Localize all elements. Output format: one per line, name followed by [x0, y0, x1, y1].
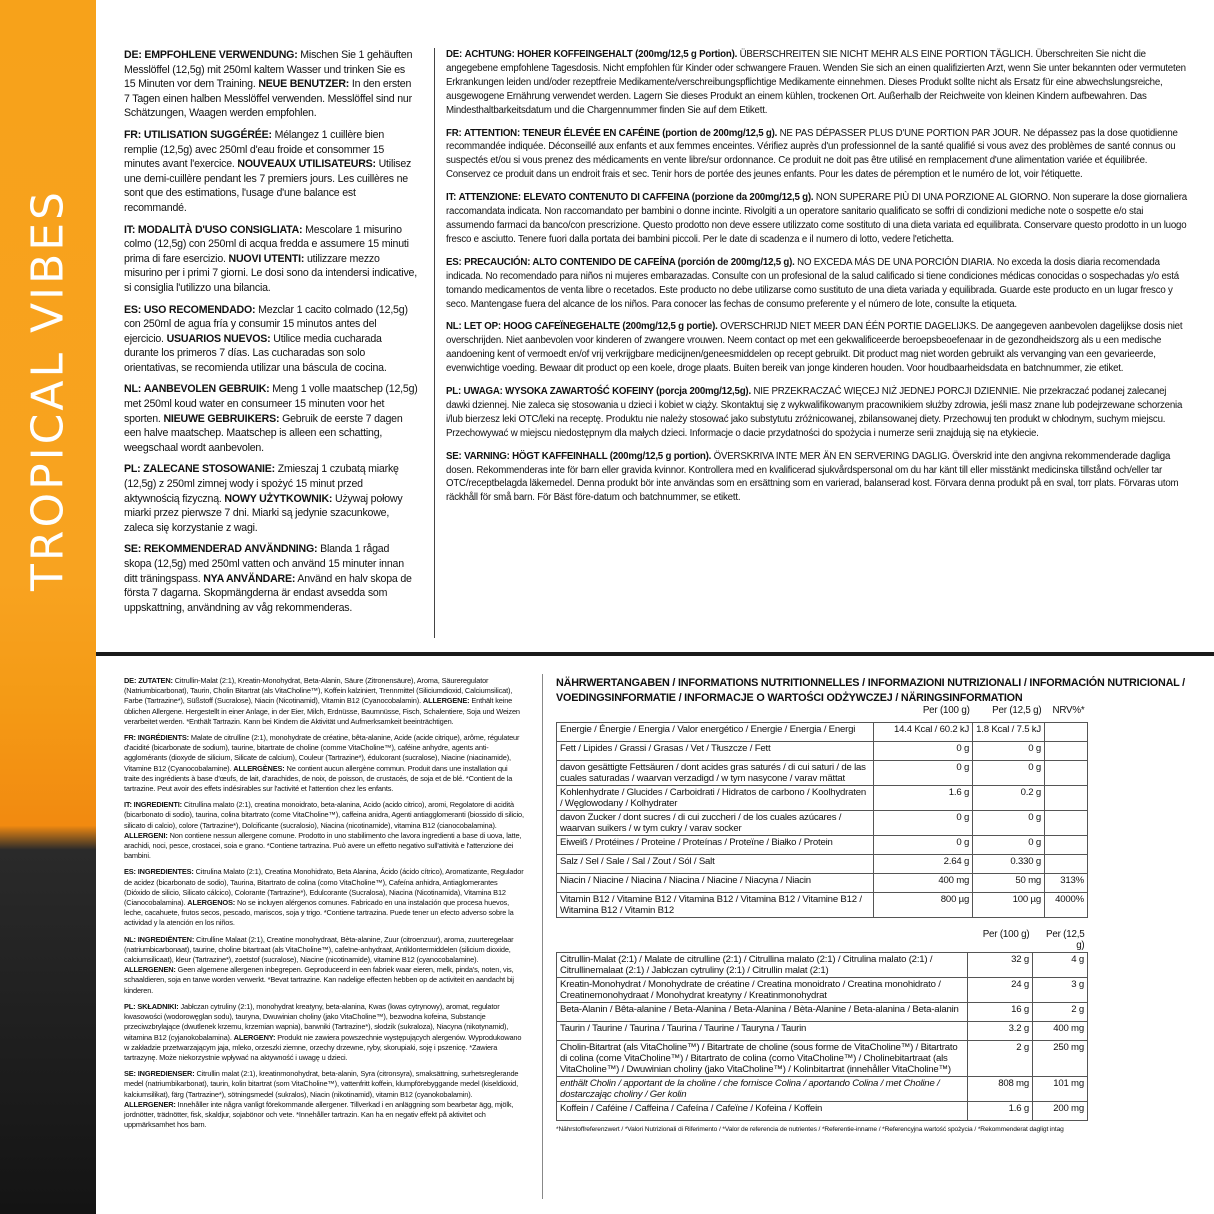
- value-per-100g: 14.4 Kcal / 60.2 kJ: [874, 723, 973, 742]
- nutrition-heading: NÄHRWERTANGABEN / INFORMATIONS NUTRITIONNELLES / INFORMAZIONI NUTRIZIONALI / INFORMACIÓN NUTRICIONAL /: [556, 677, 1185, 689]
- table-row: [557, 874, 1088, 893]
- value-nrv: [1045, 811, 1088, 836]
- value-per-serving: 50 mg: [973, 874, 1045, 893]
- table-row: [557, 836, 1088, 855]
- warnings-caps-notice: OVERSCHRIJD NIET MEER DAN ÉÉN PORTIE DAGELIJKS.: [720, 321, 979, 333]
- warnings-heading: ACHTUNG: HOHER KOFFEINGEHALT (200mg/12,5 g Portion).: [464, 49, 738, 60]
- warnings-heading: VARNING: HÖGT KAFFEINHALL (200mg/12,5 g portion).: [464, 450, 712, 462]
- usage-text: Mischen Sie 1 gehäuften Messlöffel (12,5g) mit 250ml kaltem Wasser und trinken Sie es 15 Minuten vor dem Training.: [124, 49, 413, 91]
- value-per-serving: 0 g: [973, 811, 1045, 836]
- ingredients-subheading: ALLERGENI:: [124, 830, 168, 840]
- warnings-caps-notice: NON SUPERARE PIÙ DI UNA PORZIONE AL GIORNO.: [815, 192, 1051, 204]
- value-per-100g: 2 g: [968, 1041, 1033, 1077]
- ingredients-subheading: ALLERGÈNES:: [233, 763, 285, 773]
- ingredients-subtext: Enthält keine üblichen Allergene. Hergestellt in einer Anlage, in der Eier, Milch, Erdnüsse, Baumnüsse, Fisch, Schalentiere, Soja und Weizen verarbeitet werden. *Enthält Tartrazin. Kann bei Kindern die Aktivität und Aufmerksamkeit beeinträchtigen.: [124, 696, 520, 726]
- table-row: [557, 723, 1088, 742]
- usage-subheading: NYA ANVÄNDARE:: [203, 572, 296, 585]
- nutrient-label: Vitamin B12 / Vitamine B12 / Vitamina B12 / Vitamina B12 / Vitamine B12 / Witamina B12 / Vitamin B12: [557, 893, 874, 918]
- ingredients-block: [124, 800, 524, 861]
- ingredients-block: [124, 1069, 524, 1130]
- ingredients-subtext: Ne contient aucun allergène commun. Produit dans une installation qui traite des ingrédients à base d'œufs, de lait, d'arachides, de noix, de poisson, de crustacés, de soja et de blé. *Contient de la tartrazine. Peut avoir des effets indésirables sur l'activité et l'attention chez les enfants.: [124, 763, 513, 794]
- value-per-serving: 400 mg: [1033, 1022, 1088, 1041]
- ingredients-nutrition-panel: [96, 656, 1214, 1214]
- usage-subheading: USUARIOS NUEVOS:: [166, 332, 271, 345]
- nrv-footnote: *Nährstoffreferenzwert / *Valori Nutrizionali di Riferimento / *Valor de referencia de nutrientes / *Referentie-inname / *Referencyjna wartość spożycia / *Rekommenderat dagligt intag: [556, 1126, 1064, 1133]
- usage-heading: MODALITÀ D'USO CONSIGLIATA:: [137, 223, 303, 236]
- usage-heading: EMPFOHLENE VERWENDUNG:: [144, 49, 298, 61]
- column-header-per-100g: Per (100 g): [922, 705, 970, 716]
- usage-subtext: utilizzare mezzo misurino per i primi 7 giorni. Le dosi sono da intendersi indicative, si consiglia l'utilizzo una bilancia.: [124, 252, 417, 294]
- value-per-100g: 0 g: [874, 811, 973, 836]
- nutrient-label: Eiweiß / Protéines / Proteine / Proteínas / Proteïne / Białko / Protein: [557, 836, 874, 855]
- usage-subtext: Utilice media cucharada durante los primeros 7 días. Las cucharadas son solo orientativas, se recomienda utilizar una báscula de cocina.: [124, 332, 387, 374]
- warnings-text: De aangegeven aanbevolen dagelijkse dosis niet overschrijden. Niet aanbevolen voor kinderen of zwangere vrouwen. Neem contact op met een gekwalificeerde beroepsbeoefenaar in de gezondheidszorg als u een medische aandoening kent of vermoedt en/of vrij verkrijgbare medicijnen/geneesmiddelen op recept gebruikt. Dit product mag niet worden gebruikt als vervanging van een gevarieerde, evenwichtige voeding. Bewaar dit product op een koele, droge plaats. Buiten bereik van jonge kinderen houden. Voor houdbaarheidsdata en batchnummer, zie etiket.: [446, 321, 1183, 375]
- warnings-block: [446, 256, 1188, 312]
- usage-text: Meng 1 volle maatschep (12,5g) met 250ml koud water en consumeer 15 minuten voor het sporten.: [124, 383, 418, 425]
- value-per-serving: 200 mg: [1033, 1102, 1088, 1121]
- language-code: PL:: [124, 1001, 136, 1011]
- ingredient-label: Cholin-Bitartrat (als VitaCholine™) / Bitartrate de choline (sous forme de VitaCholine™) / Bitartrato di colina (come VitaCholine™) / Bitartrato de colina (como VitaCholine™) / Cholinebitartraat (als VitaCholine™) / Dwuwinian choliny (jako VitaCholine™) / Kolinbitartrat (innehåller VitaCholine™): [557, 1041, 968, 1077]
- ingredients-heading: INGREDIENSER:: [137, 1069, 195, 1079]
- value-per-100g: 24 g: [968, 978, 1033, 1003]
- table-row: [557, 1022, 1088, 1041]
- ingredients-text: Citrullin-Malat (2:1), Kreatin-Monohydrat, Beta-Alanin, Säure (Zitronensäure), Aroma, Säureregulator (Natriumbicarbonat), Taurin, Cholin Bitartrat (als VitaCholine™), Koffein kalziniert, Trennmittel (Siliciumdioxid, Calciumsilicat), Farbe (Tartrazine*), Süßstoff (Sucralose), Niacin (Nicotinamid), Vitamin B12 (Cyanocobalamin).: [124, 676, 513, 706]
- table-row: [557, 811, 1088, 836]
- ingredients-heading: ZUTATEN:: [138, 676, 173, 685]
- value-per-serving: 100 µg: [973, 893, 1045, 918]
- usage-heading: UTILISATION SUGGÉRÉE:: [143, 128, 272, 141]
- warnings-heading: UWAGA: WYSOKA ZAWARTOŚĆ KOFEINY (porcja 200mg/12,5g).: [463, 386, 751, 398]
- warnings-text: Non superare la dose giornaliera raccomandata indicata. Non raccomandato per bambini o donne incinte. Rivolgiti a un operatore sanitario qualificato se soffri di condizioni mediche note o sospette e/o stai assumendo farmaci da banco/con prescrizione. Questo prodotto non deve essere utilizzato come sostituto di una dieta variata ed equilibrata. Conservare questo prodotto in un luogo fresco e asciutto. Tenere fuori dalla portata dei bambini piccoli. Per le date di scadenza e il numero di lotto, vedere l'etichetta.: [446, 192, 1187, 245]
- warnings-block: [446, 385, 1188, 441]
- usage-block: [124, 128, 418, 216]
- usage-heading: USO RECOMENDADO:: [143, 303, 256, 316]
- usage-block: [124, 462, 418, 535]
- table-row: [557, 855, 1088, 874]
- warnings-caps-notice: ÜBERSCHREITEN SIE NICHT MEHR ALS EINE PORTION TÄGLICH.: [739, 49, 1033, 60]
- language-code: IT:: [124, 800, 132, 810]
- ingredients-text: Jabłczan cytruliny (2:1), monohydrat kreatyny, beta-alanina, Kwas (kwas cytrynowy), aromat, regulator kwasowości (wodorowęglan sodu), tauryna, Dwuwinian choliny (jako VitaCholine™), bezwodna kofeina, Substancje przeciwzbrylające (dwutlenek krzemu, krzemian wapnia), barwniki (Tartrazine*), słodzik (sukraloza), Niacyna (nikotynamid), witamina B12 (cyjanokobalamina).: [124, 1001, 509, 1042]
- usage-text: Mezclar 1 cacito colmado (12,5g) con 250ml de agua fría y consumir 15 minutos antes del ejercicio.: [124, 303, 408, 345]
- recommended-usage-column: [124, 48, 418, 622]
- warnings-caps-notice: ÖVERSKRIVA INTE MER ÄN EN SERVERING DAGLIG.: [713, 450, 950, 462]
- usage-subtext: In den ersten 7 Tagen einen halben Messlöffel verwenden. Messlöffel sind nur Schätzungen, Waagen werden empfohlen.: [124, 78, 412, 120]
- table-row: [557, 953, 1088, 978]
- nutrient-label: Kohlenhydrate / Glucides / Carboidrati / Hidratos de carbono / Koolhydraten / Węglowodany / Kolhydrater: [557, 786, 874, 811]
- usage-subtext: Utilisez une demi-cuillère pendant les 7 premiers jours. Les cuillères ne sont que des estimations, l'usage d'une balance est recommandé.: [124, 158, 412, 214]
- language-code: FR:: [124, 733, 136, 743]
- table-row: [557, 786, 1088, 811]
- usage-heading: REKOMMENDERAD ANVÄNDNING:: [143, 543, 318, 556]
- value-per-100g: 400 mg: [874, 874, 973, 893]
- nutrition-header-blank: [557, 704, 874, 723]
- table-row: [557, 978, 1088, 1003]
- value-per-100g: 1.6 g: [874, 786, 973, 811]
- ingredients-subtext: Innehåller inte några vanligt förekommande allergener. Tillverkad i en anläggning som bearbetar ägg, mjölk, jordnötter, trädnötter, fisk, skaldjur, sojabönor och vete. *Innehåller tartrazin. Kan ha en negativ effekt på aktivitet och uppmärksamhet hos barn.: [124, 1099, 514, 1130]
- ingredient-label: Taurin / Taurine / Taurina / Taurina / Taurine / Tauryna / Taurin: [557, 1022, 968, 1041]
- value-per-100g: 0 g: [874, 761, 973, 786]
- active-header-blank: [557, 928, 968, 953]
- language-code: NL:: [446, 321, 462, 333]
- value-per-serving: 0 g: [973, 742, 1045, 761]
- ingredients-block: [124, 733, 524, 794]
- language-code: SE:: [124, 543, 142, 556]
- usage-text: Zmieszaj 1 czubatą miarkę (12,5g) z 250ml zimnej wody i spożyć 15 minut przed aktywnością fizyczną.: [124, 463, 399, 505]
- value-nrv: 4000%: [1045, 893, 1088, 918]
- language-code: SE:: [446, 450, 462, 462]
- active-ingredients-table: [556, 928, 1088, 1121]
- column-header-per-serving: Per (12,5 g): [1046, 929, 1085, 951]
- column-header-nrv: NRV%*: [1052, 705, 1085, 716]
- ingredients-subheading: ALERGENOS:: [187, 898, 236, 908]
- usage-subheading: NIEUWE GEBRUIKERS:: [163, 412, 280, 425]
- usage-subheading: NUOVI UTENTI:: [228, 252, 305, 265]
- value-per-serving: 0.2 g: [973, 786, 1045, 811]
- ingredients-block: [124, 1002, 524, 1063]
- nutrient-label: davon gesättigte Fettsäuren / dont acides gras saturés / di cui saturi / de las cuales saturadas / waarvan verzadigd / w tym nasycone / varav mättat: [557, 761, 874, 786]
- nutrient-label: Fett / Lipides / Grassi / Grasas / Vet / Tłuszcze / Fett: [557, 742, 874, 761]
- value-per-serving: 0 g: [973, 761, 1045, 786]
- value-nrv: [1045, 723, 1088, 742]
- language-code: DE:: [124, 49, 142, 61]
- warnings-text: Ne dépassez pas la dose quotidienne recommandée indiquée. Déconseillé aux enfants et aux femmes enceintes. Vérifiez auprès d'un professionnel de la santé qualifié si vous avez des problèmes de santé connus ou suspectés et/ou si vous prenez des médicaments en vente libre/sur ordonnance. Ce produit ne doit pas être utilisé en remplacement d'une alimentation variée et équilibrée. Conservez ce produit dans un endroit frais et sec. Tenir hors de portée des jeunes enfants. Pour les dates de péremption et le numéro de lot, voir l'étiquette.: [446, 127, 1178, 181]
- ingredients-subheading: ALLERGENER:: [124, 1099, 176, 1109]
- value-per-serving: 1.8 Kcal / 7.5 kJ: [973, 723, 1045, 742]
- usage-heading: ZALECANE STOSOWANIE:: [143, 463, 275, 476]
- warnings-block: [446, 48, 1188, 118]
- table-row: [557, 1077, 1088, 1102]
- ingredient-label: Koffein / Caféine / Caffeina / Cafeína / Cafeïne / Kofeina / Koffein: [557, 1102, 968, 1121]
- nutrition-table: [556, 704, 1088, 918]
- warnings-block: [446, 320, 1188, 376]
- warnings-caps-notice: NIE PRZEKRACZAĆ WIĘCEJ NIŻ JEDNEJ PORCJI DZIENNIE.: [753, 386, 1021, 398]
- value-nrv: [1045, 786, 1088, 811]
- value-per-serving: 101 mg: [1033, 1077, 1088, 1102]
- ingredient-label: Kreatin-Monohydrat / Monohydrate de créatine / Creatina monoidrato / Creatina monohidrato / Creatinemonohydraat / Monohydrat kreatyny / Kreatinmonohydrat: [557, 978, 968, 1003]
- value-per-serving: 250 mg: [1033, 1041, 1088, 1077]
- value-nrv: 313%: [1045, 874, 1088, 893]
- warnings-heading: PRECAUCIÓN: ALTO CONTENIDO DE CAFEÍNA (porción de 200mg/12,5 g).: [464, 256, 795, 268]
- language-code: IT:: [446, 192, 457, 204]
- value-nrv: [1045, 836, 1088, 855]
- warnings-block: [446, 127, 1188, 183]
- nutrition-heading: VOEDINGSINFORMATIE / INFORMACJE O WARTOŚCI ODŻYWCZEJ / NÄRINGSINFORMATION: [556, 692, 1023, 704]
- column-header-per-100g: Per (100 g): [982, 929, 1030, 940]
- table-row: [557, 1102, 1088, 1121]
- usage-warnings-panel: [96, 0, 1214, 652]
- language-code: FR:: [124, 128, 142, 141]
- value-per-100g: 3.2 g: [968, 1022, 1033, 1041]
- ingredients-subheading: ALLERGENEN:: [124, 965, 176, 975]
- warnings-heading: ATTENTION: TENEUR ÉLEVÉE EN CAFÉINE (portion de 200mg/12,5 g).: [464, 127, 778, 139]
- caffeine-warnings-column: [446, 48, 1188, 514]
- nutrient-label: davon Zucker / dont sucres / di cui zuccheri / de los cuales azúcares / waarvan suikers / w tym cukry / varav socker: [557, 811, 874, 836]
- language-code: FR:: [446, 127, 462, 139]
- ingredients-text: Citrulina Malato (2:1), Creatina Monohidrato, Beta Alanina, Ácido (ácido cítrico), Aromatizante, Regulador de acidez (bicarbonato de sodio), Taurina, Bitartrato de colina (como VitaCholine™), Cafeína anhidra, Antiaglomerantes (Dióxido de silicio, Silicato cálcico), Colorante (Tartrazine*), Edulcorante (Sucralosa), Niacina (Nicotinamida), Vitamina B12 (Cianocobalamina).: [124, 867, 524, 908]
- column-divider: [434, 48, 435, 638]
- ingredients-text: Citrullina malato (2:1), creatina monoidrato, beta-alanina, Acido (acido citrico), aromi, Regolatore di acidità (bicarbonato di sodio), taurina, colina bitartrato (come VitaCholine™), caffeina anidra, Agenti antiagglomeranti (biossido di silicio, silicato di calcio), colore (Tartrazine*), Dolcificante (sucralosio), Niacina (nicotinamide), vitamina B12 (cianocobalamina).: [124, 800, 524, 830]
- usage-subtext: Gebruik de eerste 7 dagen een halve maatschep. Maatschep is alleen een schatting, weegschaal wordt aanbevolen.: [124, 412, 403, 454]
- ingredients-text: Malate de citrulline (2:1), monohydrate de créatine, bêta-alanine, Acide (acide citrique), arôme, régulateur d'acidité (bicarbonate de sodium), taurine, bitartrate de choline (comme VitaCholine™), caféine anhydre, agents anti-agglomérants (dioxyde de silicium, Silicate de calcium), Couleur (Tartrazine*), édulcorant (sucralose), Niacine (niacinamide), Vitamine B12 (Cyanocobalamine).: [124, 733, 520, 773]
- language-code: ES:: [124, 867, 136, 877]
- value-per-100g: 0 g: [874, 742, 973, 761]
- language-code: ES:: [124, 303, 142, 316]
- warnings-text: Överskrid inte den angivna rekommenderade dagliga dosen. Rekommenderas inte för barn eller gravida kvinnor. Kontrollera med en kvalificerad sjukvårdspersonal om du har känt till eller misstänkt medicinska tillstånd och/eller tar OTC/receptbelagda läkemedel. Denna produkt bör inte användas som en ersättning som en varierad, balanserad kost. Förvara denna produkt på en sval, torr plats. Förvaras utom räckhåll för små barn. För Bäst före-datum och batchnummer, se etikett.: [446, 450, 1179, 504]
- usage-text: Mescolare 1 misurino colmo (12,5g) con 250ml di acqua fredda e assumere 15 minuti prima di fare esercizio.: [124, 223, 409, 265]
- ingredient-label: enthält Cholin / apportant de la choline / che fornisce Colina / aportando Colina / met Choline / dostarczając choliny / Ger kolin: [557, 1077, 968, 1102]
- language-code: NL:: [124, 934, 136, 944]
- column-header-per-serving: Per (12,5 g): [992, 705, 1042, 716]
- flavor-title: TROPICAL VIBES: [22, 189, 74, 591]
- warnings-text: No exceda la dosis diaria recomendada indicada. No recomendado para niños ni mujeres embarazadas. Consulte con un profesional de la salud calificado si tiene condiciones médicas conocidas o sospechadas y/o está tomando medicamentos de venta libre o recetados. Este producto no debe utilizarse como sustituto de una dieta variada y equilibrada. Guarde este producto en un lugar fresco y seco. Mantengase fuera del alcance de los niños. Para conocer las fechas de consumo preferente y el número de lote, consulte la etiqueta.: [446, 256, 1179, 310]
- usage-subheading: NOWY UŻYTKOWNIK:: [224, 492, 333, 505]
- language-code: NL:: [124, 383, 142, 396]
- language-code: PL:: [124, 463, 141, 476]
- language-code: SE:: [124, 1069, 136, 1079]
- ingredient-label: Citrullin-Malat (2:1) / Malate de citrulline (2:1) / Citrullina malato (2:1) / Citrulina malato (2:1) / Citrullinemalaat (2:1) / Jabłczan cytruliny (2:1) / Citrullin malat (2:1): [557, 953, 968, 978]
- table-row: [557, 893, 1088, 918]
- nutrient-label: Salz / Sel / Sale / Sal / Zout / Sól / Salt: [557, 855, 874, 874]
- value-per-100g: 808 mg: [968, 1077, 1033, 1102]
- table-row: [557, 1041, 1088, 1077]
- nutrition-column: [556, 676, 1188, 1133]
- value-nrv: [1045, 761, 1088, 786]
- ingredients-column: [124, 676, 524, 1136]
- nutrient-label: Energie / Énergie / Energia / Valor energético / Energie / Energia / Energi: [557, 723, 874, 742]
- usage-block: [124, 223, 418, 296]
- ingredients-subtext: Produkt nie zawiera powszechnie występujących alergenów. Wyprodukowano w zakładzie przetwarzającym jaja, mleko, orzeszki ziemne, orzechy drzewne, ryby, skorupiaki, soję i pszenicę. *Zawiera tartrazynę. Może niekorzystnie wpływać na aktywność i uwagę u dzieci.: [124, 1032, 522, 1062]
- value-per-serving: 0 g: [973, 836, 1045, 855]
- ingredients-block: [124, 935, 524, 996]
- value-per-100g: 2.64 g: [874, 855, 973, 874]
- ingredients-subtext: Non contiene nessun allergene comune. Prodotto in uno stabilimento che lavora ingredienti a base di uova, latte, arachidi, noci, pesce, crostacei, soia e grano. *Contiene tartrazina. Può avere un effetto negativo sull'attività e l'attenzione dei bambini.: [124, 830, 522, 861]
- value-per-serving: 3 g: [1033, 978, 1088, 1003]
- usage-text: Blanda 1 rågad skopa (12,5g) med 250ml vatten och använd 15 minuter innan ditt träningspass.: [124, 543, 404, 585]
- warnings-text: Überschreiten Sie nicht die angegebene empfohlene Tagesdosis. Nicht empfohlen für Kinder oder schwangere Frauen. Wenden Sie sich an einen qualifizierten Arzt, wenn Sie unter bekannten oder vermuteten Erkrankungen leiden und/oder rezeptfreie Medikamente/verschreibungspflichtige Medikamente einnehmen. Dieses Produkt sollte nicht als Ersatz für eine abwechslungsreiche, ausgewogene Ernährung verwendet werden. Lagern Sie dieses Produkt an einem kühlen, trockenen Ort. Außerhalb der Reichweite von kleinen Kindern aufbewahren. Das Mindesthaltbarkeitsdatum und die Chargennummer finden Sie auf dem Etikett.: [446, 49, 1186, 116]
- usage-block: [124, 303, 418, 376]
- flavor-side-strip: [0, 0, 96, 1214]
- ingredients-block: [124, 676, 524, 727]
- warnings-text: Nie przekraczać podanej zalecanej dawki dziennej. Nie zaleca się stosowania u dzieci i kobiet w ciąży. Skontaktuj się z wykwalifikowanym pracownikiem służby zdrowia, jeśli masz znane lub podejrzewane schorzenia i/lub bierzesz leki OTC/leki na receptę. Produktu nie należy stosować jako substytutu zróżnicowanej, zbilansowanej diety. Przechowuj ten produkt w chłodnym, suchym miejscu. Przechowywać w miejscu niedostępnym dla małych dzieci. Informacje o dacie przydatności do spożycia i numerze serii znajdują się na etykiecie.: [446, 386, 1183, 439]
- table-row: [557, 761, 1088, 786]
- ingredients-heading: INGREDIËNTEN:: [137, 934, 195, 944]
- usage-text: Mélangez 1 cuillère bien remplie (12,5g) avec 250ml d'eau froide et consommer 15 minutes avant l'exercice.: [124, 128, 385, 171]
- warnings-caps-notice: NE PAS DÉPASSER PLUS D'UNE PORTION PAR JOUR.: [779, 127, 1021, 139]
- language-code: IT:: [124, 223, 136, 236]
- table-row: [557, 742, 1088, 761]
- warnings-block: [446, 450, 1188, 506]
- ingredients-subtext: No se incluyen alérgenos comunes. Fabricado en una instalación que procesa huevos, leche, cacahuete, frutos secos, pescado, mariscos, soja y trigo. *Contiene tartrazina. Puede tener un efecto adverso sobre la actividad y la atención en los niños.: [124, 898, 514, 928]
- usage-subheading: NEUE BENUTZER:: [258, 78, 350, 91]
- ingredients-heading: INGREDIENTES:: [137, 867, 194, 877]
- ingredients-subtext: Geen algemene allergenen inbegrepen. Geproduceerd in een fabriek waar eieren, melk, pinda's, noten, vis, schaaldieren, soja en tarwe worden verwerkt. *Bevat tartrazine. Kan nadelige effecten hebben op de activiteit en aandacht bij kinderen.: [124, 965, 514, 995]
- ingredients-block: [124, 867, 524, 928]
- language-code: DE:: [124, 676, 137, 685]
- language-code: DE:: [446, 49, 463, 60]
- ingredient-label: Beta-Alanin / Bêta-alanine / Beta-Alanina / Beta-Alanina / Bèta-Alanine / Beta-alanina / Beta-alanin: [557, 1003, 968, 1022]
- table-row: [557, 1003, 1088, 1022]
- usage-subtext: Używaj połowy miarki przez pierwsze 7 dni. Miarki są jedynie szacunkowe, zaleca się korzystanie z wagi.: [124, 492, 403, 534]
- usage-heading: AANBEVOLEN GEBRUIK:: [143, 383, 270, 396]
- value-per-serving: 2 g: [1033, 1003, 1088, 1022]
- value-per-100g: 16 g: [968, 1003, 1033, 1022]
- value-per-serving: 4 g: [1033, 953, 1088, 978]
- ingredients-heading: INGREDIENTI:: [133, 800, 182, 810]
- ingredients-heading: INGRÉDIENTS:: [137, 733, 189, 743]
- value-nrv: [1045, 742, 1088, 761]
- value-nrv: [1045, 855, 1088, 874]
- value-per-100g: 32 g: [968, 953, 1033, 978]
- ingredients-text: Citrulline Malaat (2:1), Creatine monohydraat, Bèta-alanine, Zuur (citroenzuur), aroma, zuurteregelaar (natriumbicarbonaat), taurine, choline bitartraat (als VitaCholine™), cafeïne-anhydraat, Antiklontermiddelen (silicium dioxide, calciumsilicaat), kleur (Tartrazine*), zoetstof (sucralose), Niacine (nicotinamide), vitamine B12 (cyanocobalamine).: [124, 934, 514, 965]
- usage-subheading: NOUVEAUX UTILISATEURS:: [237, 158, 376, 171]
- value-per-100g: 1.6 g: [968, 1102, 1033, 1121]
- warnings-block: [446, 191, 1188, 247]
- column-divider: [542, 674, 543, 1199]
- warnings-caps-notice: NO EXCEDA MÁS DE UNA PORCIÓN DIARIA.: [797, 256, 995, 268]
- usage-subtext: Använd en halv skopa de första 7 dagarna. Skopmängderna är endast avsedda som uppskattning, användning av våg rekommenderas.: [124, 572, 412, 614]
- language-code: ES:: [446, 256, 462, 268]
- value-per-100g: 800 µg: [874, 893, 973, 918]
- ingredients-subheading: ALLERGENE:: [422, 696, 470, 706]
- language-code: PL:: [446, 386, 462, 398]
- value-per-100g: 0 g: [874, 836, 973, 855]
- nutrient-label: Niacin / Niacine / Niacina / Niacina / Niacine / Niacyna / Niacin: [557, 874, 874, 893]
- usage-block: [124, 48, 418, 121]
- usage-block: [124, 382, 418, 455]
- ingredients-heading: SKŁADNIKI:: [137, 1001, 179, 1011]
- warnings-heading: LET OP: HOOG CAFEÏNEGEHALTE (200mg/12,5 g portie).: [464, 321, 718, 333]
- value-per-serving: 0.330 g: [973, 855, 1045, 874]
- warnings-heading: ATTENZIONE: ELEVATO CONTENUTO DI CAFFEINA (porzione da 200mg/12,5 g).: [458, 192, 814, 204]
- ingredients-subheading: ALERGENY:: [233, 1032, 276, 1042]
- ingredients-text: Citrullin malat (2:1), kreatinmonohydrat, beta-alanin, Syra (citronsyra), smaksättning, surhetsreglerande medel (natriumbikarbonat), taurin, kolin bitartrat (som VitaCholine™), vattenfritt koffein, klumpförebyggande medel (kiseldioxid, kalciumsilikat), färg (Tartrazine*), sötningsmedel (sukralos), Niacin (nikotinamid), vitamin B12 (cyanokobalamin).: [124, 1069, 519, 1099]
- usage-block: [124, 542, 418, 615]
